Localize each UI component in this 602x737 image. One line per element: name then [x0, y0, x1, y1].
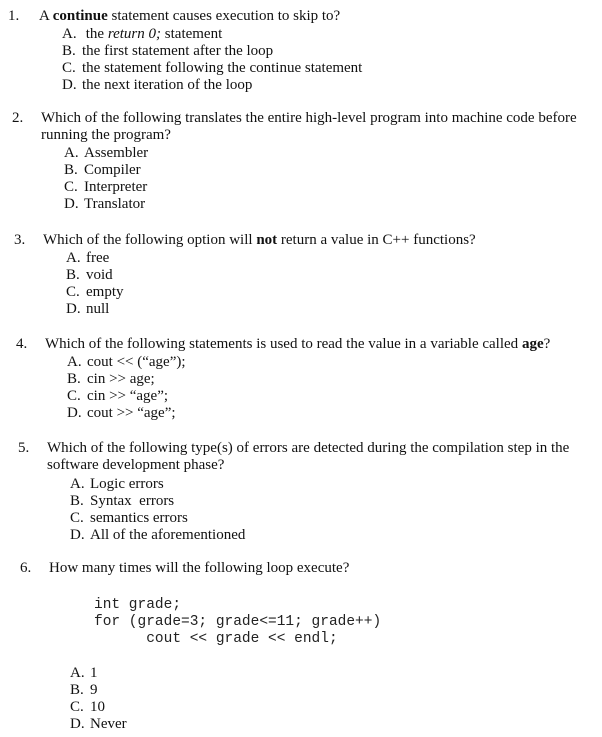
question-6-number: 6. — [20, 560, 32, 576]
q5-option-a: A. Logic errors — [70, 476, 164, 492]
code-line-3: cout << grade << endl; — [94, 631, 338, 647]
question-5-number: 5. — [18, 440, 30, 456]
q3-option-d: D. null — [66, 301, 110, 317]
q5-option-d: D. All of the aforementioned — [70, 527, 246, 543]
q5-option-b: B. Syntax errors — [70, 493, 175, 509]
question-5-text-line-1: Which of the following type(s) of errors are detected during the compilation step in the — [47, 440, 570, 456]
question-3-text: Which of the following option will not return a value in C++ functions? — [43, 232, 476, 248]
q4-option-a: A. cout << (“age”); — [67, 354, 186, 370]
question-2-number: 2. — [12, 110, 24, 126]
question-2-text-line-2: running the program? — [41, 127, 171, 143]
question-5-text-line-2: software development phase? — [47, 457, 225, 473]
q6-option-c: C. 10 — [70, 699, 105, 715]
q2-option-d: D. Translator — [64, 196, 146, 212]
q4-option-d: D. cout >> “age”; — [67, 405, 176, 421]
question-3-number: 3. — [14, 232, 26, 248]
q3-option-b: B. void — [66, 267, 113, 283]
q1-option-b: B. the first statement after the loop — [62, 43, 274, 59]
q2-option-b: B. Compiler — [64, 162, 141, 178]
q1-option-a: A. the return 0; statement — [62, 26, 223, 42]
question-4-number: 4. — [16, 336, 28, 352]
q2-option-c: C. Interpreter — [64, 179, 148, 195]
q2-option-a: A. Assembler — [64, 145, 149, 161]
question-2-text-line-1: Which of the following translates the entire high-level program into machine code before — [41, 110, 577, 126]
q3-option-a: A. free — [66, 250, 110, 266]
code-line-2: for (grade=3; grade<=11; grade++) — [94, 614, 382, 630]
q4-option-b: B. cin >> age; — [67, 371, 155, 387]
q5-option-c: C. semantics errors — [70, 510, 188, 526]
q6-option-d: D. Never — [70, 716, 127, 732]
q1-option-d: D. the next iteration of the loop — [62, 77, 253, 93]
q3-option-c: C. empty — [66, 284, 124, 300]
code-line-1: int grade; — [94, 597, 182, 613]
question-6-text: How many times will the following loop execute? — [49, 560, 350, 576]
question-1-number: 1. — [8, 8, 20, 24]
q4-option-c: C. cin >> “age”; — [67, 388, 169, 404]
q6-option-b: B. 9 — [70, 682, 98, 698]
q1-option-c: C. the statement following the continue statement — [62, 60, 363, 76]
question-1-text: A continue statement causes execution to skip to? — [39, 8, 341, 24]
question-4-text: Which of the following statements is used to read the value in a variable called age? — [45, 336, 551, 352]
q6-option-a: A. 1 — [70, 665, 98, 681]
